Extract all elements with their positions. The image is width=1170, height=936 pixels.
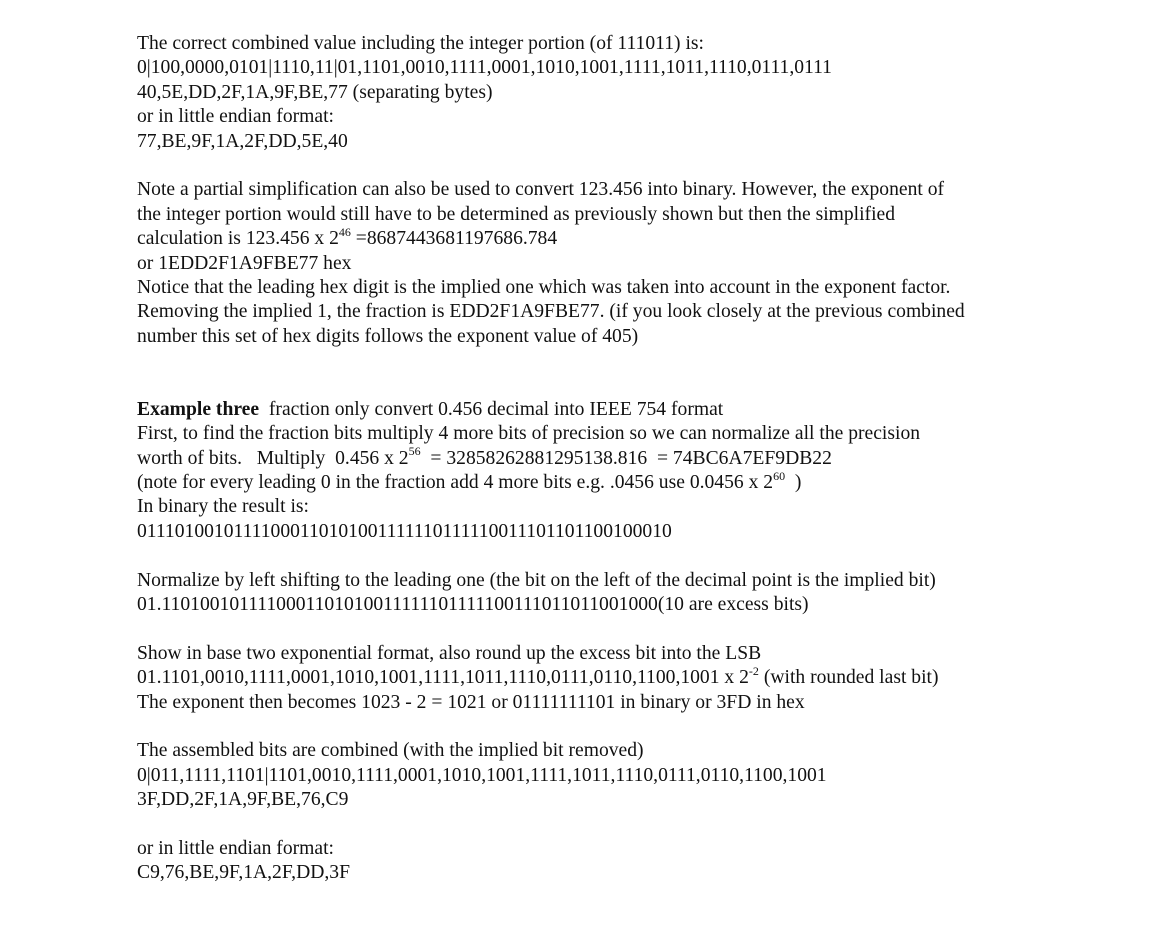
little-endian-section	[137, 837, 1147, 886]
exponential-section	[137, 642, 1147, 715]
simplification-section	[137, 178, 1147, 349]
example-three-heading-line	[137, 398, 1147, 422]
simplification-text-7: number this set of hex digits follows the exponent value of 405)	[137, 325, 639, 347]
simplification-calculation	[137, 224, 1147, 251]
assembled-binary: 0|011,1111,1101|1101,0010,1111,0001,1010,1001,1111,1011,1110,0111,0110,1100,1001	[137, 764, 827, 786]
little-endian-bytes: C9,76,BE,9F,1A,2F,DD,3F	[137, 862, 350, 884]
normalize-section	[137, 569, 1147, 618]
example-three-note	[137, 468, 1147, 495]
paragraph-spacer	[137, 617, 1147, 641]
little-endian-bytes: 77,BE,9F,1A,2F,DD,5E,40	[137, 130, 348, 152]
simplification-text-5: Notice that the leading hex digit is the implied one which was taken into account in the exponent factor.	[137, 276, 951, 298]
exponential-text: Show in base two exponential format, also round up the excess bit into the LSB	[137, 642, 762, 664]
normalize-text: Normalize by left shifting to the leading one (the bit on the left of the decimal point is the implied bit)	[137, 569, 936, 591]
simplification-hex: or 1EDD2F1A9FBE77 hex	[137, 252, 352, 274]
document-page	[137, 32, 1147, 886]
assembled-text: The assembled bits are combined (with the implied bit removed)	[137, 740, 644, 762]
calculation-text: calculation is 123.456 x 2	[137, 228, 339, 250]
calculation-result: =8687443681197686.784	[350, 228, 558, 250]
assembled-section	[137, 739, 1147, 812]
example-three-heading: Example three	[137, 398, 260, 420]
exponent-calculation: The exponent then becomes 1023 - 2 = 1021 or 01111111101 in binary or 3FD in hex	[137, 691, 805, 713]
little-endian-label: or in little endian format:	[137, 106, 334, 128]
exponent-superscript: 60	[773, 468, 786, 483]
combined-value-section	[137, 32, 1147, 154]
example-three-multiply	[137, 444, 1147, 471]
note-close: )	[785, 472, 802, 494]
binary-result-label: In binary the result is:	[137, 496, 309, 518]
combined-hex-bytes: 40,5E,DD,2F,1A,9F,BE,77 (separating bytes)	[137, 81, 493, 103]
multiply-text: worth of bits. Multiply 0.456 x 2	[137, 447, 409, 469]
paragraph-spacer	[137, 715, 1147, 739]
simplification-text-1: Note a partial simplification can also be used to convert 123.456 into binary. However, the exponent of	[137, 179, 945, 201]
note-text: (note for every leading 0 in the fraction add 4 more bits e.g. .0456 use 0.0456 x 2	[137, 472, 774, 494]
exponential-note: (with rounded last bit)	[758, 667, 939, 689]
combined-value-intro: The correct combined value including the integer portion (of 111011) is:	[137, 33, 704, 54]
paragraph-spacer	[137, 813, 1147, 837]
multiply-result: = 32858262881295138.816 = 74BC6A7EF9DB22	[420, 447, 832, 469]
example-three-text-2: First, to find the fraction bits multiply 4 more bits of precision so we can normalize all the precision	[137, 423, 921, 445]
paragraph-spacer	[137, 544, 1147, 568]
exponential-value	[137, 663, 1147, 690]
paragraph-spacer	[137, 349, 1147, 398]
exponent-superscript: 46	[338, 224, 351, 239]
example-three-description: fraction only convert 0.456 decimal into IEEE 754 format	[259, 398, 724, 420]
exponent-superscript: 56	[408, 444, 421, 459]
paragraph-spacer	[137, 154, 1147, 178]
binary-result-value: 01110100101111000110101001111110111110011101101100100010	[137, 520, 672, 542]
exponential-binary: 01.1101,0010,1111,0001,1010,1001,1111,1011,1110,0111,0110,1100,1001 x 2	[137, 667, 749, 689]
simplification-text-2: the integer portion would still have to be determined as previously shown but then the simplified	[137, 203, 896, 225]
assembled-hex-bytes: 3F,DD,2F,1A,9F,BE,76,C9	[137, 789, 349, 811]
simplification-text-6: Removing the implied 1, the fraction is EDD2F1A9FBE77. (if you look closely at the previous combined	[137, 301, 965, 323]
example-three-section	[137, 398, 1147, 544]
little-endian-label: or in little endian format:	[137, 837, 334, 859]
combined-binary-value: 0|100,0000,0101|1110,11|01,1101,0010,1111,0001,1010,1001,1111,1011,1110,0111,0111	[137, 57, 832, 79]
exponent-superscript: -2	[748, 663, 759, 678]
normalized-binary: 01.1101001011110001101010011111101111100111011011001000(10 are excess bits)	[137, 594, 809, 615]
